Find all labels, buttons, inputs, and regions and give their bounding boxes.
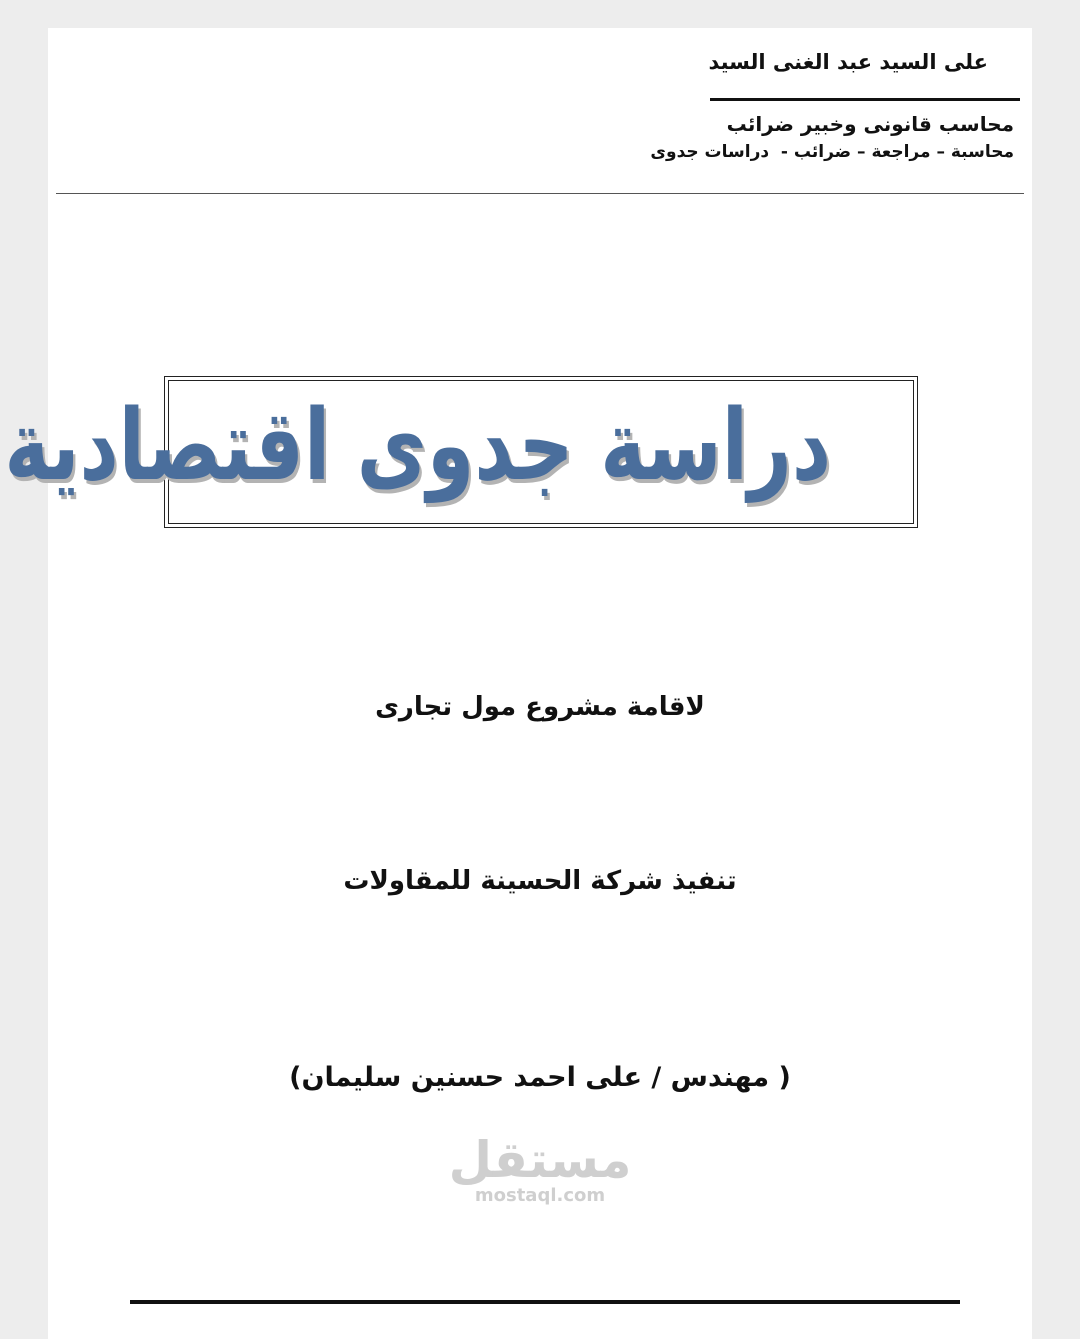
mostaql-watermark [440,1131,640,1206]
project-line: لاقامة مشروع مول تجارى [375,692,705,722]
title-box-inner-border [4,380,914,524]
watermark-latin: mostaql.com [474,1185,606,1206]
engineer-line: ( مهندس / على احمد حسنين سليمان) [289,1062,791,1093]
author-services: محاسبة – مراجعة – ضرائب - دراسات جدوى [650,142,1014,162]
watermark-arabic: مستقل [448,1131,632,1189]
header-divider [56,193,1024,194]
header-rule [710,98,1020,101]
footer-rule [130,1300,960,1304]
main-title: دراسة جدوى اقتصادية [4,389,832,503]
document-page [4,28,1032,1339]
executor-line: تنفيذ شركة الحسينة للمقاولات [343,866,737,896]
author-name: على السيد عبد الغنى السيد [708,50,988,74]
author-title: محاسب قانونى وخبير ضرائب [726,112,1014,136]
title-box [4,376,918,528]
